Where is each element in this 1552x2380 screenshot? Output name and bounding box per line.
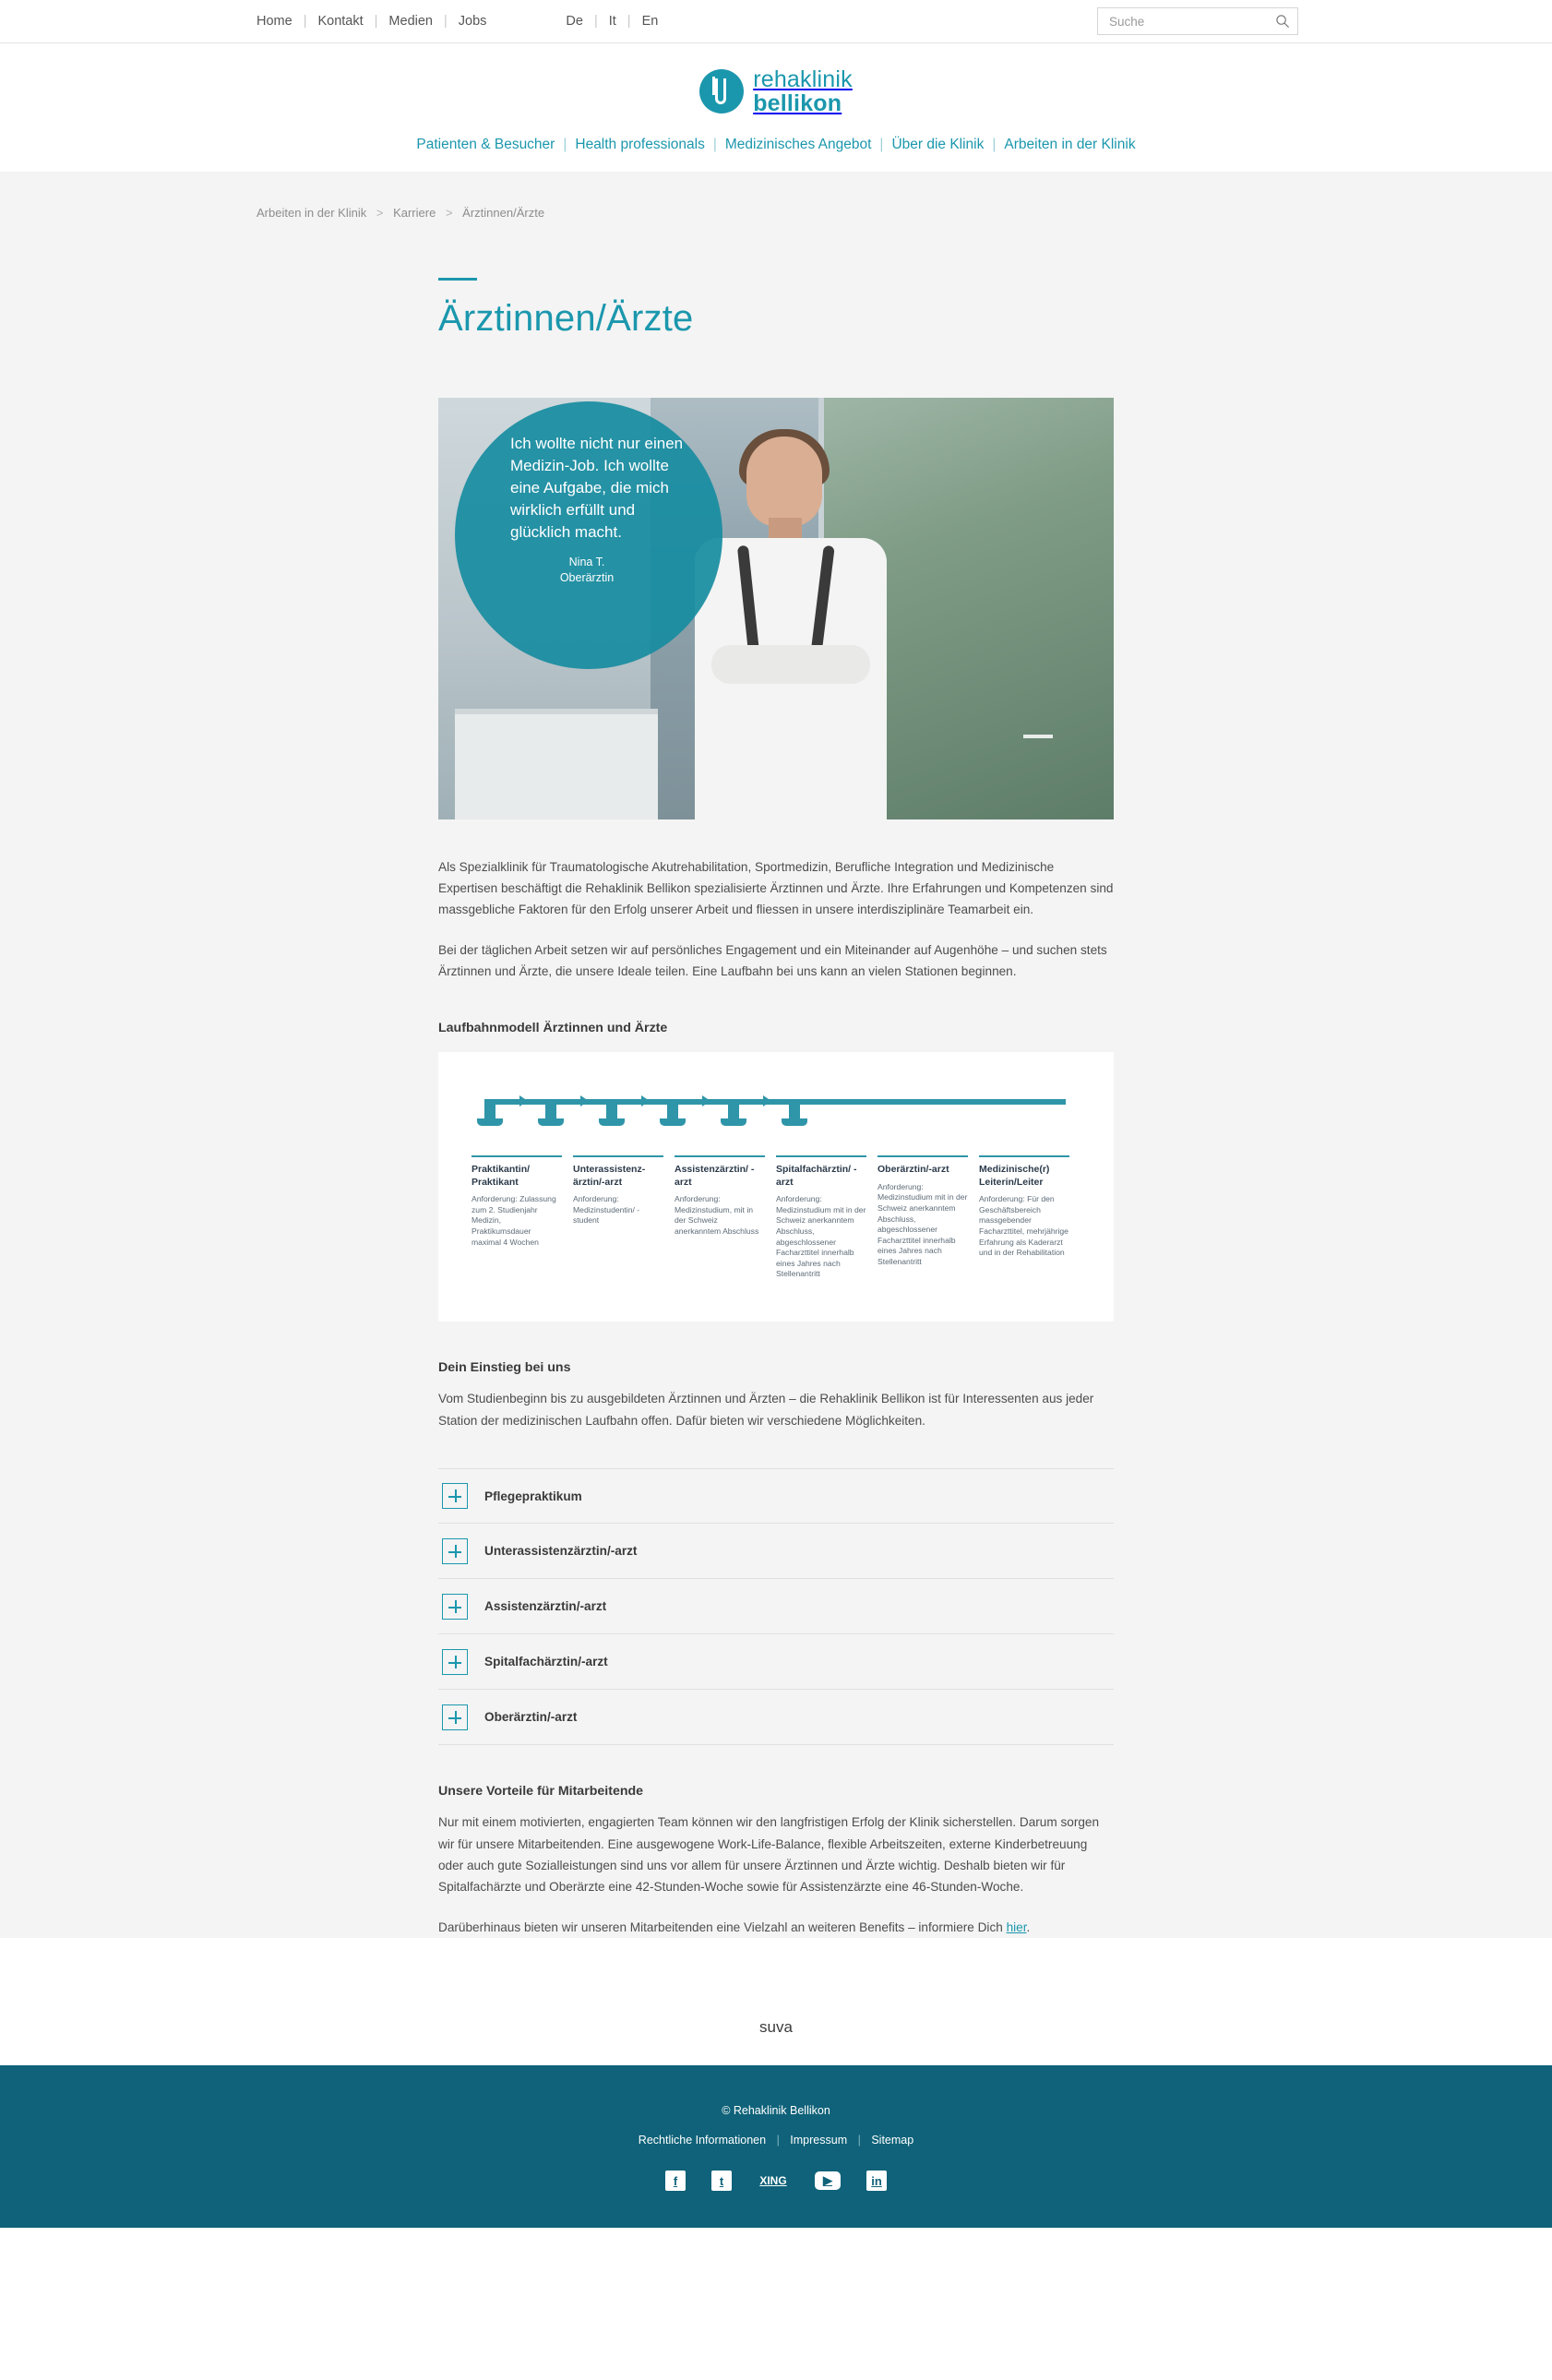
footer-copyright: © Rehaklinik Bellikon [722,2104,830,2117]
search-icon[interactable] [1275,14,1290,29]
utility-links [257,14,497,29]
breadcrumb-item-karriere[interactable]: Karriere [393,205,436,220]
benefits-paragraph-1: Nur mit einem motivierten, engagierten Team können wir den langfristigen Erfolg der Klinik sicherstellen. Darum sorgen wir für unsere Mitarbeitenden. Eine ausgewogene Work-Life-Balance, flexible Arbeitszeiten, externe Kinderbetreuung oder auch gute Sozialleistungen sind uns vor allem für unsere Ärztinnen und Ärzte wichtig. Deshalb bieten wir für Spitalfachärzte und Oberärzte eine 42-Stunden-Woche sowie für Assistenzärzte eine 46-Stunden-Woche. [438,1815,1100,1895]
separator: | [627,14,631,29]
career-column-title: Spitalfachärztin/ -arzt [776,1155,866,1189]
hero-quote-role: Oberärztin [559,571,615,584]
separator: | [712,136,717,152]
plus-icon[interactable] [442,1594,468,1620]
breadcrumb-separator: > [445,205,453,220]
nav-item-medizinisches-angebot[interactable]: Medizinisches Angebot [724,136,872,152]
accordion-item-unterassistenzarzt[interactable] [438,1524,1114,1579]
benefits-link-hier[interactable]: hier [1006,1920,1027,1934]
separator: | [776,2134,780,2147]
footer-link-rechtliche-informationen[interactable]: Rechtliche Informationen [638,2134,767,2147]
career-column [776,1155,877,1280]
career-model-heading: Laufbahnmodell Ärztinnen und Ärzte [438,1021,668,1036]
benefits-heading: Unsere Vorteile für Mitarbeitende [438,1784,644,1800]
career-column-title: Praktikantin/ Praktikant [472,1155,562,1189]
suva-logo: suva [759,2018,793,2036]
career-column-body: Anforderung: Zulassung zum 2. Studienjahr Medizin, Praktikumsdauer maximal 4 Wochen [472,1194,556,1247]
utility-link-medien[interactable]: Medien [388,14,433,29]
language-de[interactable]: De [566,14,583,29]
accordion-item-assistenzarzt[interactable] [438,1579,1114,1634]
career-model-graphic [438,1052,1114,1322]
hero-doctor-arms [711,645,870,684]
benefits-paragraph-2-after: . [1026,1920,1031,1934]
language-it[interactable]: It [608,14,616,29]
utility-link-jobs[interactable]: Jobs [458,14,487,29]
nav-item-arbeiten-in-der-klinik[interactable]: Arbeiten in der Klinik [1004,136,1136,152]
footer-link-sitemap[interactable]: Sitemap [871,2134,914,2147]
intro-text-block [438,856,1114,983]
hero-slider-indicator[interactable] [1023,735,1053,738]
career-track [472,1091,1080,1131]
accordion-item-pflegepraktikum[interactable] [438,1468,1114,1524]
accordion-item-label: Pflegepraktikum [484,1489,582,1503]
career-column-title: Unterassistenz-ärztin/-arzt [573,1155,663,1189]
career-column-body: Anforderung: Medizinstudium, mit in der Schweiz anerkanntem Abschluss [675,1194,759,1237]
plus-icon[interactable] [442,1483,468,1509]
separator: | [992,136,997,152]
separator: | [593,14,598,29]
facebook-icon[interactable]: f [665,2171,686,2191]
content-area [0,172,1552,1939]
career-columns [472,1155,1080,1280]
separator: | [879,136,884,152]
separator: | [857,2134,861,2147]
benefits-paragraph-2-before: Darüberhinaus bieten wir unseren Mitarbeitenden eine Vielzahl an weiteren Benefits – informiere Dich [438,1920,1007,1934]
linkedin-icon[interactable]: in [866,2171,887,2191]
site-header [0,43,1552,172]
entry-text: Vom Studienbeginn bis zu ausgebildeten Ärztinnen und Ärzten – die Rehaklinik Bellikon ist für Interessenten aus jeder Station der medizinischen Laufbahn offen. Dafür bieten wir verschiedene Möglichkeiten. [438,1392,1094,1428]
career-column-body: Anforderung: Medizinstudium mit in der Schweiz anerkanntem Abschluss, abgeschlossener Facharzttitel innerhalb eines Jahres nach Stellenantritt [877,1181,968,1266]
accordion-item-oberarzt[interactable] [438,1690,1114,1745]
youtube-icon[interactable]: ▶ [815,2171,841,2190]
separator: | [443,14,448,29]
logo-wordmark [753,67,853,116]
utility-link-home[interactable]: Home [257,14,292,29]
accordion-item-label: Unterassistenzärztin/-arzt [484,1544,638,1559]
career-column-title: Oberärztin/-arzt [877,1155,968,1176]
twitter-icon[interactable]: t [711,2171,732,2191]
breadcrumb-separator: > [376,205,384,220]
accordion [438,1468,1114,1745]
utility-bar [0,0,1552,43]
career-column-body: Anforderung: Medizinstudentin/ -student [573,1194,640,1226]
accordion-item-label: Oberärztin/-arzt [484,1710,578,1725]
footer-links [0,2134,1552,2147]
plus-icon[interactable] [442,1704,468,1730]
nav-item-health-professionals[interactable]: Health professionals [575,136,705,152]
page-content [438,278,1114,1939]
hero-doctor-photo [686,437,898,819]
hero-doctor-head [746,437,822,527]
plus-icon[interactable] [442,1649,468,1675]
career-track-line [490,1099,1066,1105]
logo-line-2: bellikon [753,90,842,117]
logo-line-1: rehaklinik [753,66,853,92]
site-footer [0,2065,1552,2228]
separator: | [374,14,378,29]
site-logo[interactable] [0,67,1552,116]
search-box[interactable] [1097,7,1298,35]
career-column [877,1155,979,1280]
rehaklinik-logo-icon [699,69,744,114]
career-column [979,1155,1080,1280]
search-input[interactable] [1107,14,1275,30]
accordion-item-label: Assistenzärztin/-arzt [484,1599,607,1614]
career-column-title: Assistenzärztin/ -arzt [675,1155,765,1189]
career-column [573,1155,675,1280]
language-switcher [555,14,669,29]
language-en[interactable]: En [641,14,659,29]
accordion-item-spitalfacharzt[interactable] [438,1634,1114,1690]
plus-icon[interactable] [442,1538,468,1564]
benefits-paragraph-2 [438,1917,1114,1938]
main-navigation [0,116,1552,172]
footer-socials [0,2171,1552,2191]
utility-link-kontakt[interactable]: Kontakt [317,14,364,29]
footer-link-impressum[interactable]: Impressum [790,2134,848,2147]
nav-item-ueber-die-klinik[interactable]: Über die Klinik [891,136,985,152]
hero-quote-text: Ich wollte nicht nur einen Medizin-Job. Ich wollte eine Aufgabe, die mich wirklich erfüllt und glücklich macht. [510,434,684,541]
separator: | [303,14,307,29]
suva-partner-strip [0,1990,1552,2065]
entry-heading: Dein Einstieg bei uns [438,1360,571,1376]
breadcrumb-item-current: Ärztinnen/Ärzte [462,205,545,220]
hero-quote-circle [455,401,722,669]
breadcrumb-item-arbeiten[interactable]: Arbeiten in der Klinik [257,205,367,220]
page-title: Ärztinnen/Ärzte [438,297,694,339]
hero-counter [455,709,658,819]
xing-icon[interactable]: XING [759,2174,787,2187]
hero-quote-author: Nina T. [568,556,605,569]
separator: | [563,136,567,152]
hero-image [438,398,1114,819]
career-column-body: Anforderung: Für den Geschäftsbereich massgebender Facharzttitel, mehrjährige Erfahrung als Kaderarzt und in der Rehabilitation [979,1194,1068,1258]
career-column-title: Medizinische(r) Leiterin/Leiter [979,1155,1069,1189]
career-column [675,1155,776,1280]
career-column-body: Anforderung: Medizinstudium mit in der Schweiz anerkanntem Abschluss, abgeschlossener Facharzttitel innerhalb eines Jahres nach Stellenantritt [776,1194,866,1279]
career-column [472,1155,573,1280]
title-rule [438,278,477,281]
accordion-item-label: Spitalfachärztin/-arzt [484,1655,608,1669]
intro-paragraph-1: Als Spezialklinik für Traumatologische Akutrehabilitation, Sportmedizin, Berufliche Integration und Medizinische Expertisen beschäftigt die Rehaklinik Bellikon spezialisierte Ärztinnen und Ärzte. Ihre Erfahrungen und Kompetenzen sind massgebliche Faktoren für den Erfolg unserer Arbeit und fliessen in unsere interdisziplinäre Teamarbeit ein. [438,859,1114,917]
intro-paragraph-2: Bei der täglichen Arbeit setzen wir auf persönliches Engagement und ein Miteinander auf Augenhöhe – und suchen stets Ärztinnen und Ärzte, die unsere Ideale teilen. Eine Laufbahn bei uns kann an vielen Stationen beginnen. [438,942,1107,978]
hero-quote-attribution [510,555,691,586]
nav-item-patienten-besucher[interactable]: Patienten & Besucher [416,136,555,152]
breadcrumb [0,172,1552,220]
